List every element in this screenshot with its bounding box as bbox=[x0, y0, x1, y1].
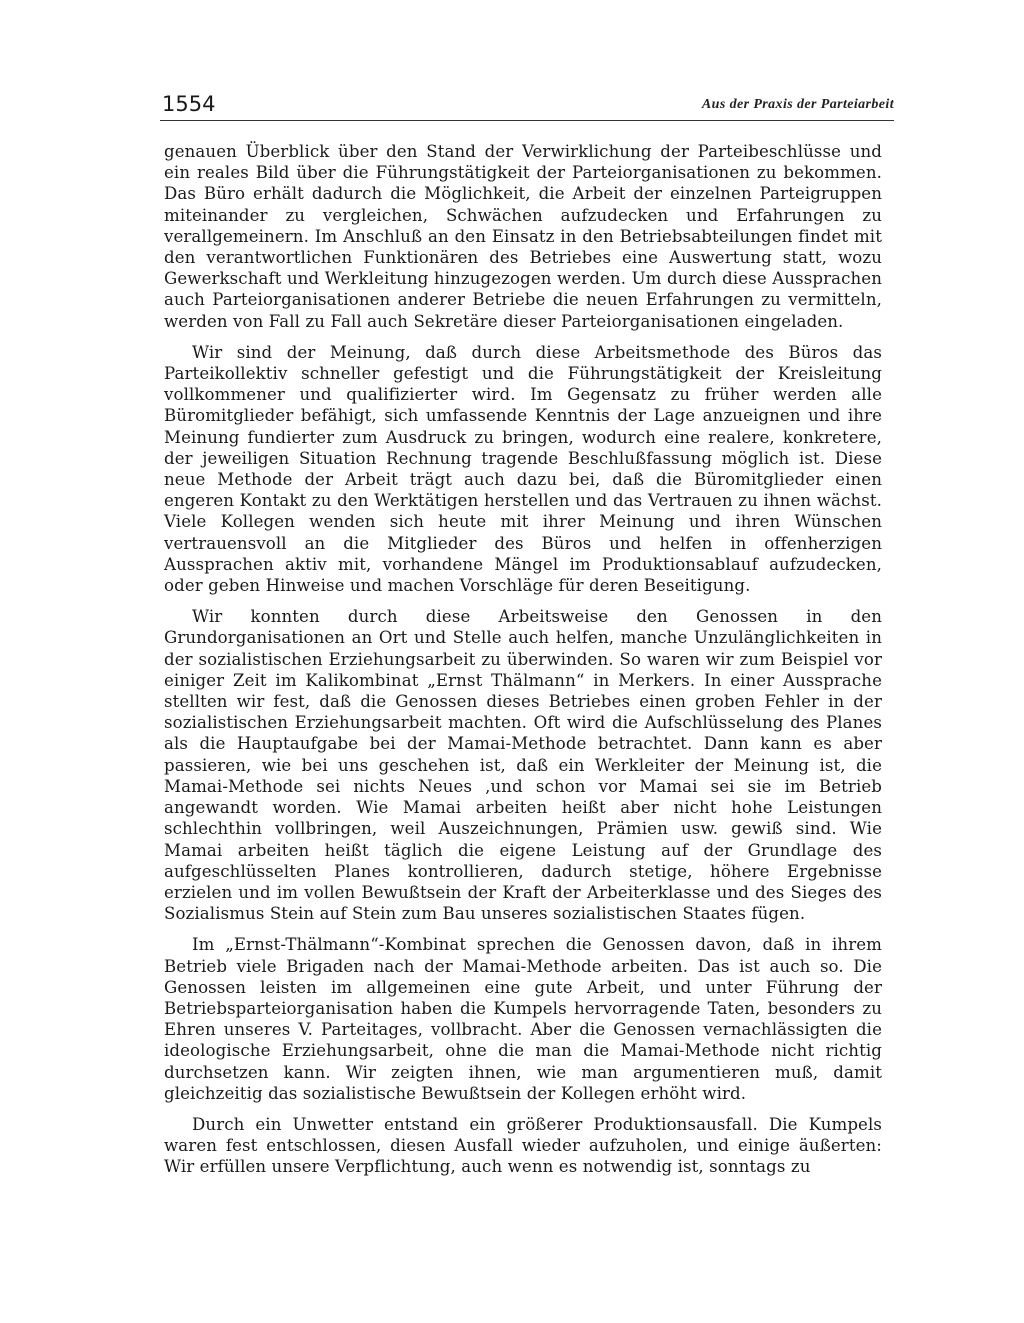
paragraph: genauen Überblick über den Stand der Verwirklichung der Parteibeschlüsse und ein reales Bild über die Führungstätigkeit der Parteiorganisationen zu bekommen. Das Büro erhält dadurch die Möglichkeit, die Arbeit der einzelnen Parteigruppen miteinander zu vergleichen, Schwächen aufzudecken und Erfahrungen zu verallgemeinern. Im Anschluß an den Einsatz in den Betriebsabteilungen findet mit den verantwortlichen Funktionären des Betriebes eine Auswertung statt, wozu Gewerkschaft und Werkleitung hinzugezogen werden. Um durch diese Aussprachen auch Parteiorganisationen anderer Betriebe die neuen Erfahrungen zu vermitteln, werden von Fall zu Fall auch Sekretäre dieser Parteiorganisationen eingeladen. bbox=[164, 142, 882, 331]
paragraph: Im „Ernst-Thälmann“-Kombinat sprechen die Genossen davon, daß in ihrem Betrieb viele Brigaden nach der Mamai-Methode arbeiten. Das ist auch so. Die Genossen leisten im allgemeinen eine gute Arbeit, und unter Führung der Betriebsparteiorganisation haben die Kumpels hervorragende Taten, besonders zu Ehren unseres V. Parteitages, vollbracht. Aber die Genossen vernachlässigten die ideologische Erziehungsarbeit, ohne die man die Mamai-Methode nicht richtig durchsetzen kann. Wir zeigten ihnen, wie man argumentieren muß, damit gleichzeitig das sozialistische Bewußtsein der Kollegen erhöht wird. bbox=[164, 935, 882, 1103]
running-head: Aus der Praxis der Parteiarbeit bbox=[701, 97, 894, 112]
paragraph: Wir konnten durch diese Arbeitsweise den Genossen in den Grundorganisationen an Ort und Stelle auch helfen, manche Unzulänglichkeiten in der sozialistischen Erziehungsarbeit zu überwinden. So waren wir zum Beispiel vor einiger Zeit im Kalikombinat „Ernst Thälmann“ in Merkers. In einer Aussprache stellten wir fest, daß die Genossen dieses Betriebes einen groben Fehler in der sozialistischen Erziehungsarbeit machten. Oft wird die Aufschlüsselung des Planes als die Hauptaufgabe bei der Mamai-Methode betrachtet. Dann kann es aber passieren, wie bei uns geschehen ist, daß ein Werkleiter der Meinung ist, die Mamai-Methode sei nichts Neues ,und schon vor Mamai sei sie im Betrieb angewandt worden. Wie Mamai arbeiten heißt aber nicht hohe Leistungen schlechthin vollbringen, weil Auszeichnungen, Prämien usw. gewiß sind. Wie Mamai arbeiten heißt täglich die eigene Leistung auf der Grundlage des aufgeschlüsselten Planes kontrollieren, dadurch stetige, höhere Ergebnisse erzielen und im vollen Bewußtsein der Kraft der Arbeiterklasse und des Sieges des Sozialismus Stein auf Stein zum Bau unseres sozialistischen Staates fügen. bbox=[164, 607, 882, 924]
paragraph: Durch ein Unwetter entstand ein größerer Produktionsausfall. Die Kumpels waren fest entschlossen, diesen Ausfall wieder aufzuholen, und einige äußerten: Wir erfüllen unsere Verpflichtung, auch wenn es notwendig ist, sonntags zu bbox=[164, 1114, 882, 1177]
body-text bbox=[164, 141, 882, 1188]
paragraph: Wir sind der Meinung, daß durch diese Arbeitsmethode des Büros das Parteikollektiv schneller gefestigt und die Führungstätigkeit der Kreisleitung vollkommener und qualifizierter wird. Im Gegensatz zu früher werden alle Büromitglieder befähigt, sich umfassende Kenntnis der Lage anzueignen und ihre Meinung fundierter zum Ausdruck zu bringen, wodurch eine realere, konkretere, der jeweiligen Situation Rechnung tragende Beschlußfassung möglich ist. Diese neue Methode der Arbeit trägt auch dazu bei, daß die Büromitglieder einen engeren Kontakt zu den Werktätigen herstellen und das Vertrauen zu ihnen wächst. Viele Kollegen wenden sich heute mit ihrer Meinung und ihren Wünschen vertrauensvoll an die Mitglieder des Büros und helfen in offenherzigen Aussprachen aktiv mit, vorhandene Mängel im Produktionsablauf aufzudecken, oder geben Hinweise und machen Vorschläge für deren Beseitigung. bbox=[164, 342, 882, 596]
page-header bbox=[160, 90, 894, 121]
page-number: 1554 bbox=[162, 92, 216, 116]
